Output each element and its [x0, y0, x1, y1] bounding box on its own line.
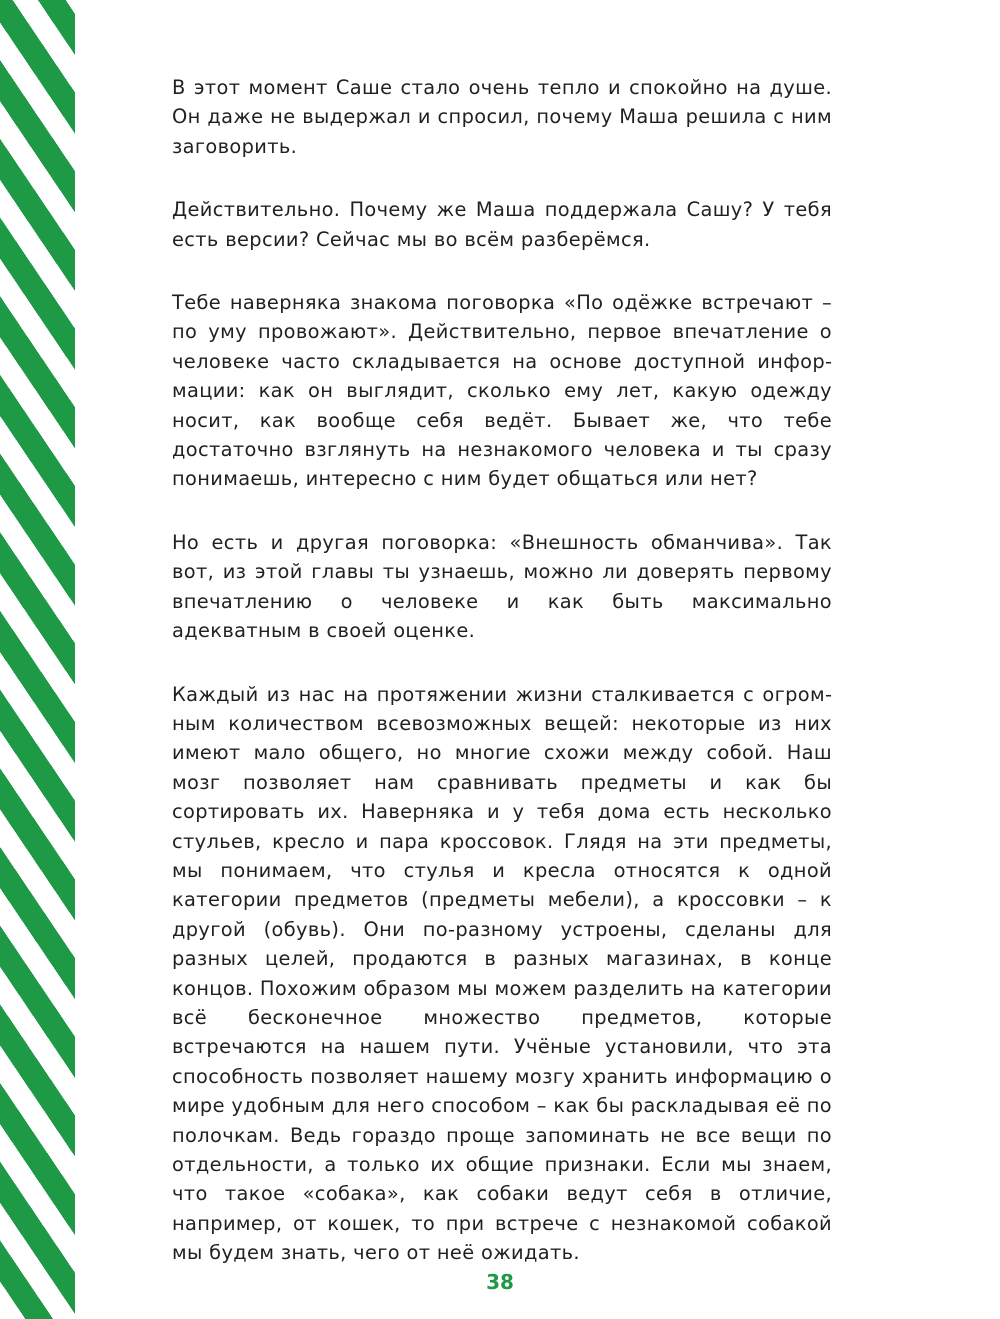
paragraph-3: Тебе наверняка знакома поговорка «По одёжке встречают – по уму провожают». Действительно, первое впечатление о человеке часто складывается на основе доступной информации: как он выглядит, сколько ему лет, какую одежду носит, как вообще себя ведёт. Бывает же, что тебе достаточно взглянуть на незнакомого человека и ты сразу понимаешь, интересно с ним будет общаться или нет? [172, 291, 832, 491]
paragraph-4: Но есть и другая поговорка: «Внешность обманчива». Так вот, из этой главы ты узнаешь, можно ли доверять первому впечатлению о человеке и как быть максимально адекватным в своей оценке. [172, 530, 832, 643]
paragraph-5: Каждый из нас на протяжении жизни сталкивается с огромным количеством всевозможных вещей: некоторые из них имеют мало общего, но многие схожи между собой. Наш мозг позволяет нам сравнивать предметы и как бы сортировать их. Наверняка и у тебя дома есть несколько стульев, кресло и пара кроссовок. Глядя на эти предметы, мы понимаем, что стулья и кресла относятся к одной категории предметов (предметы мебели), а кроссовки – к другой (обувь). Они по-разному устроены, сделаны для разных целей, продаются в разных магазинах, в конце концов. Похожим образом мы можем разделить на категории всё бесконечное множество предметов, которые встречаются на нашем пути. Учёные установили, что эта способность позволяет нашему мозгу хранить информацию о мире удобным для него способом – как бы раскладывая её по полочкам. Ведь гораздо проще запоминать не все вещи по отдельности, а только их общие признаки. Если мы знаем, что такое «собака», как собаки ведут себя в отличие, например, от кошек, то при встрече с незнакомой собакой мы будем знать, чего от неё ожидать. [172, 682, 832, 1265]
paragraph-2: Действительно. Почему же Маша поддержала Сашу? У тебя есть версии? Сейчас мы во всём разберёмся. [172, 198, 832, 251]
paragraph-1: В этот момент Саше стало очень тепло и спокойно на душе. Он даже не выдержал и спросил, почему Маша решила с ним заговорить. [172, 76, 832, 158]
decorative-stripe-band [0, 0, 75, 1319]
page-number: 38 [486, 1270, 514, 1294]
body-text [172, 73, 832, 1302]
